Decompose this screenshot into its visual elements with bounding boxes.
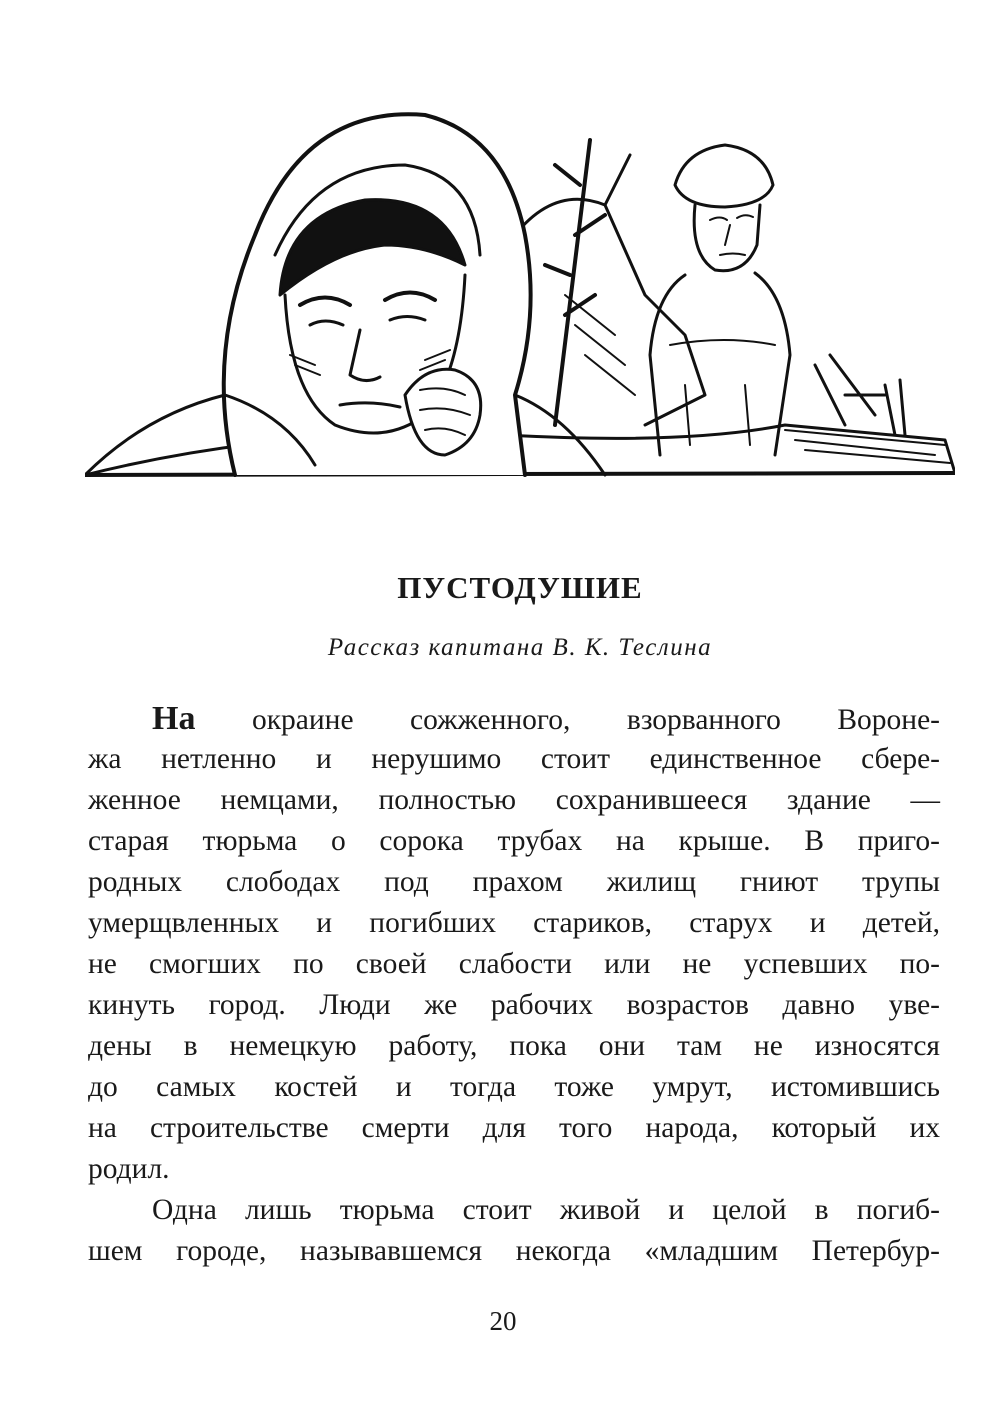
text-line: шем городе, называвшемся некогда «младшим Петербур- (88, 1235, 940, 1267)
text-line: на строительстве смерти для того народа, который их (88, 1112, 940, 1144)
story-subtitle: Рассказ капитана В. К. Теслина (327, 634, 713, 661)
text-line (88, 698, 940, 739)
story-title: ПУСТОДУШИЕ (397, 570, 643, 605)
chapter-illustration (85, 95, 955, 485)
text-line: дены в немецкую работу, пока они там не износятся (88, 1030, 940, 1062)
text-line: женное немцами, полностью сохранившееся здание — (88, 784, 940, 816)
page-number: 20 (489, 1306, 517, 1336)
illustration-drawing (85, 95, 955, 485)
text-line: Одна лишь тюрьма стоит живой и целой в погиб- (152, 1194, 940, 1226)
text-line-content: окраине сожженного, взорванного Вороне- (195, 704, 940, 736)
text-line: родных слободах под прахом жилищ гниют трупы (88, 866, 940, 898)
text-line: кинуть город. Люди же рабочих возрастов давно уве- (88, 989, 940, 1021)
text-line: родил. (88, 1153, 170, 1185)
text-line: не смогших по своей слабости или не успевших по- (88, 948, 940, 980)
text-line: умерщвленных и погибших стариков, старух и детей, (88, 907, 940, 939)
drop-cap: На (152, 700, 196, 737)
text-line: старая тюрьма о сорока трубах на крыше. В приго- (88, 825, 940, 857)
text-line: жа нетленно и нерушимо стоит единственное сбере- (88, 743, 940, 775)
story-text (88, 698, 940, 1272)
text-line: до самых костей и тогда тоже умрут, истомившись (88, 1071, 940, 1103)
